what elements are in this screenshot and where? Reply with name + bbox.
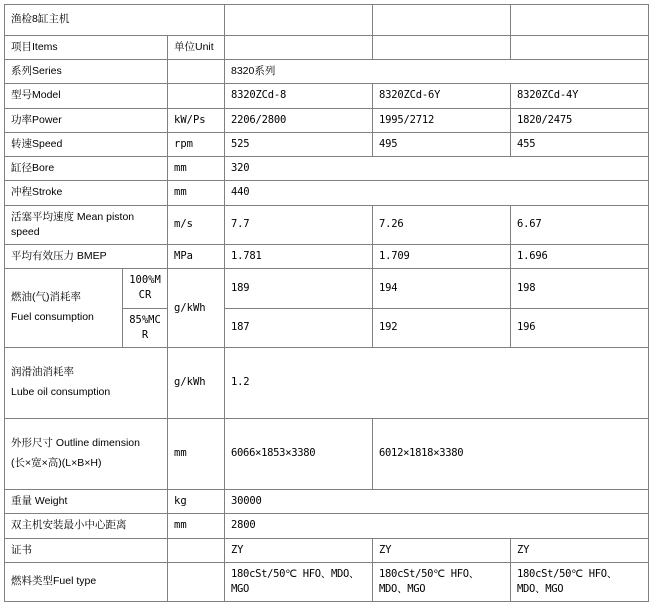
row-value-outline-2: 6012×1818×3380 [373, 419, 649, 490]
table-row-header [5, 36, 649, 60]
row-value-fuel-type-3: 180cSt/50℃ HFO、MDO、MGO [511, 562, 649, 601]
row-value-fuel-85-2: 192 [373, 308, 511, 347]
table-row-fuel-type [5, 562, 649, 601]
row-value-fuel-100-2: 194 [373, 269, 511, 308]
row-unit-bmep: MPa [168, 244, 225, 268]
row-value-piston-speed-2: 7.26 [373, 205, 511, 244]
row-label-lube-oil [5, 348, 168, 419]
table-row-center-distance [5, 514, 649, 538]
header-items: 项目Items [5, 36, 168, 60]
row-unit-weight: kg [168, 490, 225, 514]
row-value-model-2: 8320ZCd-6Y [373, 84, 511, 108]
header-blank-1 [225, 36, 373, 60]
row-value-certificate-3: ZY [511, 538, 649, 562]
fuel-consumption-label-en: Fuel consumption [11, 311, 94, 324]
table-title: 渔检8缸主机 [5, 5, 225, 36]
row-value-fuel-100-1: 189 [225, 269, 373, 308]
row-value-bmep-1: 1.781 [225, 244, 373, 268]
row-value-bmep-2: 1.709 [373, 244, 511, 268]
row-value-fuel-type-2: 180cSt/50℃ HFO、MDO、MGO [373, 562, 511, 601]
row-label-speed: 转速Speed [5, 132, 168, 156]
row-label-series: 系列Series [5, 60, 168, 84]
row-value-series: 8320系列 [225, 60, 649, 84]
row-unit-series [168, 60, 225, 84]
table-row-title [5, 5, 649, 36]
lube-oil-label-cn: 润滑油消耗率 [11, 366, 74, 379]
table-row-lube-oil [5, 348, 649, 419]
row-value-model-1: 8320ZCd-8 [225, 84, 373, 108]
row-value-fuel-85-3: 196 [511, 308, 649, 347]
fuel-consumption-label-cn: 燃油(气)消耗率 [11, 291, 81, 304]
engine-spec-table [4, 4, 649, 602]
fuel-consumption-sub-100mcr: 100%MCR [123, 269, 168, 308]
table-row-weight [5, 490, 649, 514]
row-value-piston-speed-1: 7.7 [225, 205, 373, 244]
row-value-weight: 30000 [225, 490, 649, 514]
header-unit: 单位Unit [168, 36, 225, 60]
fuel-consumption-sub-85mcr: 85%MCR [123, 308, 168, 347]
row-label-model: 型号Model [5, 84, 168, 108]
header-blank-2 [373, 36, 511, 60]
row-value-stroke: 440 [225, 181, 649, 205]
table-row-stroke [5, 181, 649, 205]
table-row-bmep [5, 244, 649, 268]
row-value-outline-1: 6066×1853×3380 [225, 419, 373, 490]
row-label-outline [5, 419, 168, 490]
row-value-speed-2: 495 [373, 132, 511, 156]
row-label-piston-speed: 活塞平均速度 Mean piston speed [5, 205, 168, 244]
row-value-piston-speed-3: 6.67 [511, 205, 649, 244]
row-label-weight: 重量 Weight [5, 490, 168, 514]
row-unit-piston-speed: m/s [168, 205, 225, 244]
row-unit-model [168, 84, 225, 108]
table-row-speed [5, 132, 649, 156]
row-label-fuel-type: 燃料类型Fuel type [5, 562, 168, 601]
table-row-certificate [5, 538, 649, 562]
outline-label-en: (长×宽×高)(L×B×H) [11, 457, 102, 470]
row-value-center-distance: 2800 [225, 514, 649, 538]
row-value-speed-1: 525 [225, 132, 373, 156]
row-unit-center-distance: mm [168, 514, 225, 538]
row-unit-fuel-consumption: g/kWh [168, 269, 225, 348]
row-unit-stroke: mm [168, 181, 225, 205]
lube-oil-label-en: Lube oil consumption [11, 386, 111, 399]
table-row-model [5, 84, 649, 108]
title-blank-2 [373, 5, 511, 36]
row-label-center-distance: 双主机安装最小中心距离 [5, 514, 168, 538]
row-value-model-3: 8320ZCd-4Y [511, 84, 649, 108]
row-value-fuel-type-1: 180cSt/50℃ HFO、MDO、MGO [225, 562, 373, 601]
outline-label-cn: 外形尺寸 Outline dimension [11, 437, 140, 450]
row-unit-outline: mm [168, 419, 225, 490]
row-unit-certificate [168, 538, 225, 562]
row-unit-power: kW/Ps [168, 108, 225, 132]
row-label-bmep: 平均有效压力 BMEP [5, 244, 168, 268]
row-label-fuel-consumption [5, 269, 123, 348]
row-value-fuel-100-3: 198 [511, 269, 649, 308]
row-value-lube-oil: 1.2 [225, 348, 649, 419]
row-value-power-2: 1995/2712 [373, 108, 511, 132]
row-label-stroke: 冲程Stroke [5, 181, 168, 205]
row-value-fuel-85-1: 187 [225, 308, 373, 347]
table-row-series [5, 60, 649, 84]
row-value-speed-3: 455 [511, 132, 649, 156]
table-row-fuel-consumption-100 [5, 269, 649, 308]
table-row-power [5, 108, 649, 132]
row-value-power-1: 2206/2800 [225, 108, 373, 132]
header-blank-3 [511, 36, 649, 60]
title-blank-1 [225, 5, 373, 36]
row-value-bmep-3: 1.696 [511, 244, 649, 268]
row-value-power-3: 1820/2475 [511, 108, 649, 132]
table-row-piston-speed [5, 205, 649, 244]
row-unit-lube-oil: g/kWh [168, 348, 225, 419]
table-row-outline [5, 419, 649, 490]
row-label-bore: 缸径Bore [5, 157, 168, 181]
row-label-certificate: 证书 [5, 538, 168, 562]
row-unit-bore: mm [168, 157, 225, 181]
row-unit-fuel-type [168, 562, 225, 601]
row-unit-speed: rpm [168, 132, 225, 156]
row-label-power: 功率Power [5, 108, 168, 132]
row-value-certificate-2: ZY [373, 538, 511, 562]
row-value-certificate-1: ZY [225, 538, 373, 562]
row-value-bore: 320 [225, 157, 649, 181]
title-blank-3 [511, 5, 649, 36]
table-row-bore [5, 157, 649, 181]
